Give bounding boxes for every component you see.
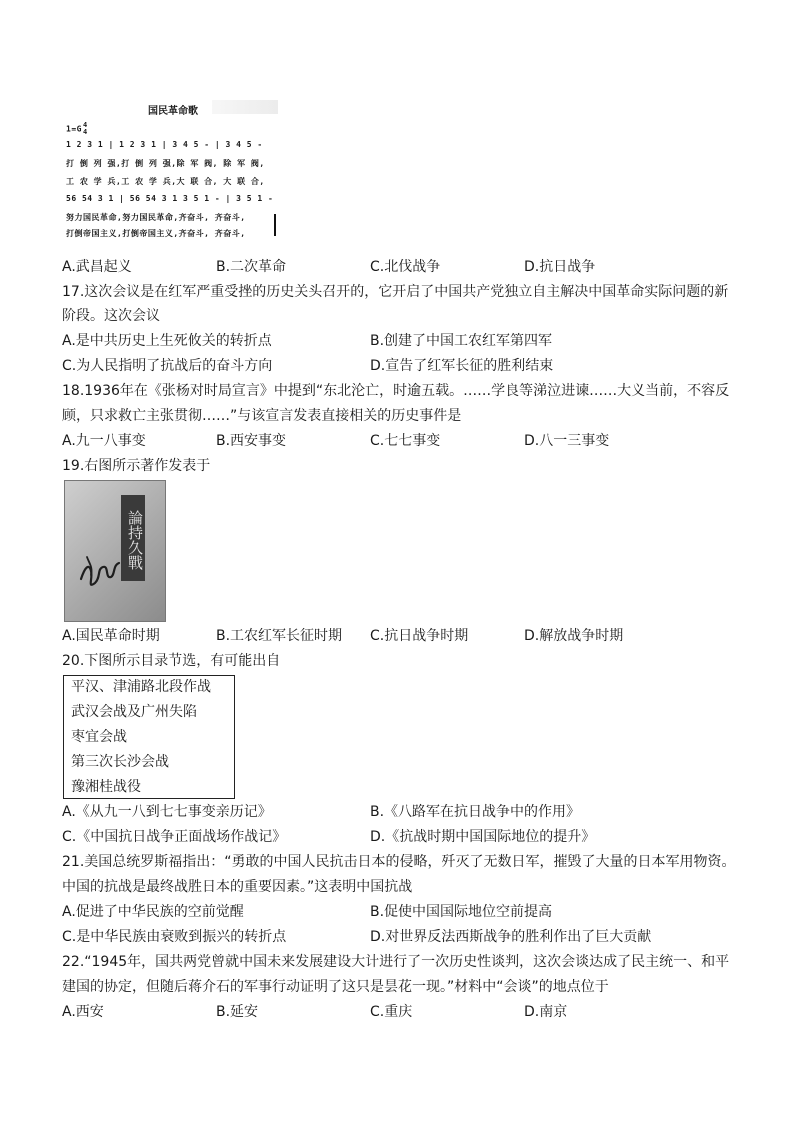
score-row: 打倒帝国主义,打倒帝国主义,齐奋斗, 齐奋斗, — [66, 229, 246, 238]
q21-option-a: A.促进了中华民族的空前觉醒 — [62, 904, 244, 920]
q17-option-b: B.创建了中国工农红军第四军 — [370, 333, 553, 349]
q22-option-c: C.重庆 — [370, 1004, 413, 1020]
q20-option-c: C.《中国抗日战争正面战场作战记》 — [62, 829, 287, 845]
score-key — [66, 122, 88, 136]
q21-option-c: C.是中华民族由衰败到振兴的转折点 — [62, 929, 287, 945]
q16-option-d: D.抗日战争 — [524, 259, 596, 275]
table-of-contents-box — [63, 675, 235, 799]
q22-stem: 22.“1945年，国共两党曾就中国未来发展建设大计进行了一次历史性谈判，这次会谈达成了民主统一、和平 — [62, 954, 730, 970]
score-row: 打 倒 列 强,打 倒 列 强,除 军 阀, 除 军 阀, — [66, 159, 265, 168]
q17-stem: 阶段。这次会议 — [62, 308, 160, 324]
q21-stem: 中国的抗战是最终战胜日本的重要因素。”这表明中国抗战 — [62, 879, 413, 895]
q17-stem: 17.这次会议是在红军严重受挫的历史关头召开的，它开启了中国共产党独立自主解决中国革命实际问题的新 — [62, 284, 729, 300]
q16-option-c: C.北伐战争 — [370, 259, 441, 275]
q21-stem: 21.美国总统罗斯福指出：“勇敢的中国人民抗击日本的侵略，歼灭了无数日军，摧毁了大量的日本军用物资。 — [62, 854, 736, 870]
score-key-text: 1=G — [66, 124, 82, 134]
q22-option-a: A.西安 — [62, 1004, 104, 1020]
q16-option-b: B.二次革命 — [216, 259, 287, 275]
q20-option-b: B.《八路军在抗日战争中的作用》 — [370, 804, 581, 820]
toc-item: 豫湘桂战役 — [71, 779, 141, 795]
toc-item: 第三次长沙会战 — [71, 754, 169, 770]
q22-option-d: D.南京 — [524, 1004, 568, 1020]
score-row: 1 2 3 1 | 1 2 3 1 | 3 4 5 - | 3 4 5 - — [66, 140, 263, 149]
q18-option-c: C.七七事变 — [370, 433, 441, 449]
q19-option-c: C.抗日战争时期 — [370, 628, 469, 644]
q20-stem: 20.下图所示目录节选，有可能出自 — [62, 653, 281, 669]
q18-option-a: A.九一八事变 — [62, 433, 146, 449]
q18-stem: 顾，只求救亡主张贯彻……”与该宣言发表直接相关的历史事件是 — [62, 408, 462, 424]
score-row: 工 农 学 兵,工 农 学 兵,大 联 合, 大 联 合, — [66, 177, 265, 186]
book-cover-image — [64, 480, 166, 622]
q20-option-a: A.《从九一八到七七事变亲历记》 — [62, 804, 272, 820]
q18-option-b: B.西安事变 — [216, 433, 287, 449]
q17-option-c: C.为人民指明了抗战后的奋斗方向 — [62, 358, 273, 374]
score-faint-text — [212, 100, 278, 114]
score-meter-num: 4 — [82, 121, 88, 129]
q19-option-a: A.国民革命时期 — [62, 628, 160, 644]
q18-stem: 18.1936年在《张杨对时局宣言》中提到“东北沦亡，时逾五载。……学良等涕泣进谏……大义当前，不容反 — [62, 383, 730, 399]
score-meter-den: 4 — [82, 128, 88, 136]
score-end-bar — [274, 214, 276, 236]
score-row: 56 54 3 1 | 56 54 3 1 3 5 1 - | 3 5 1 - — [66, 194, 274, 203]
q18-option-d: D.八一三事变 — [524, 433, 610, 449]
signature-icon — [75, 549, 123, 595]
score-title: 国民革命歌 — [148, 106, 198, 117]
q20-option-d: D.《抗战时期中国国际地位的提升》 — [370, 829, 596, 845]
q19-option-d: D.解放战争时期 — [524, 628, 624, 644]
score-row: 努力国民革命,努力国民革命,齐奋斗, 齐奋斗, — [66, 213, 246, 222]
q19-option-b: B.工农红军长征时期 — [216, 628, 343, 644]
q21-option-d: D.对世界反法西斯战争的胜利作出了巨大贡献 — [370, 929, 652, 945]
q21-option-b: B.促使中国国际地位空前提高 — [370, 904, 553, 920]
q22-stem: 建国的协定，但随后蒋介石的军事行动证明了这只是昙花一现。”材料中“会谈”的地点位于 — [62, 979, 609, 995]
toc-item: 枣宜会战 — [71, 729, 127, 745]
book-title: 論持久戰 — [121, 495, 145, 581]
q22-option-b: B.延安 — [216, 1004, 259, 1020]
q17-option-d: D.宣告了红军长征的胜利结束 — [370, 358, 554, 374]
q16-option-a: A.武昌起义 — [62, 259, 132, 275]
toc-item: 平汉、津浦路北段作战 — [71, 679, 211, 695]
q17-option-a: A.是中共历史上生死攸关的转折点 — [62, 333, 272, 349]
song-score-image — [62, 96, 280, 244]
q19-stem: 19.右图所示著作发表于 — [62, 458, 211, 474]
toc-item: 武汉会战及广州失陷 — [71, 704, 197, 720]
